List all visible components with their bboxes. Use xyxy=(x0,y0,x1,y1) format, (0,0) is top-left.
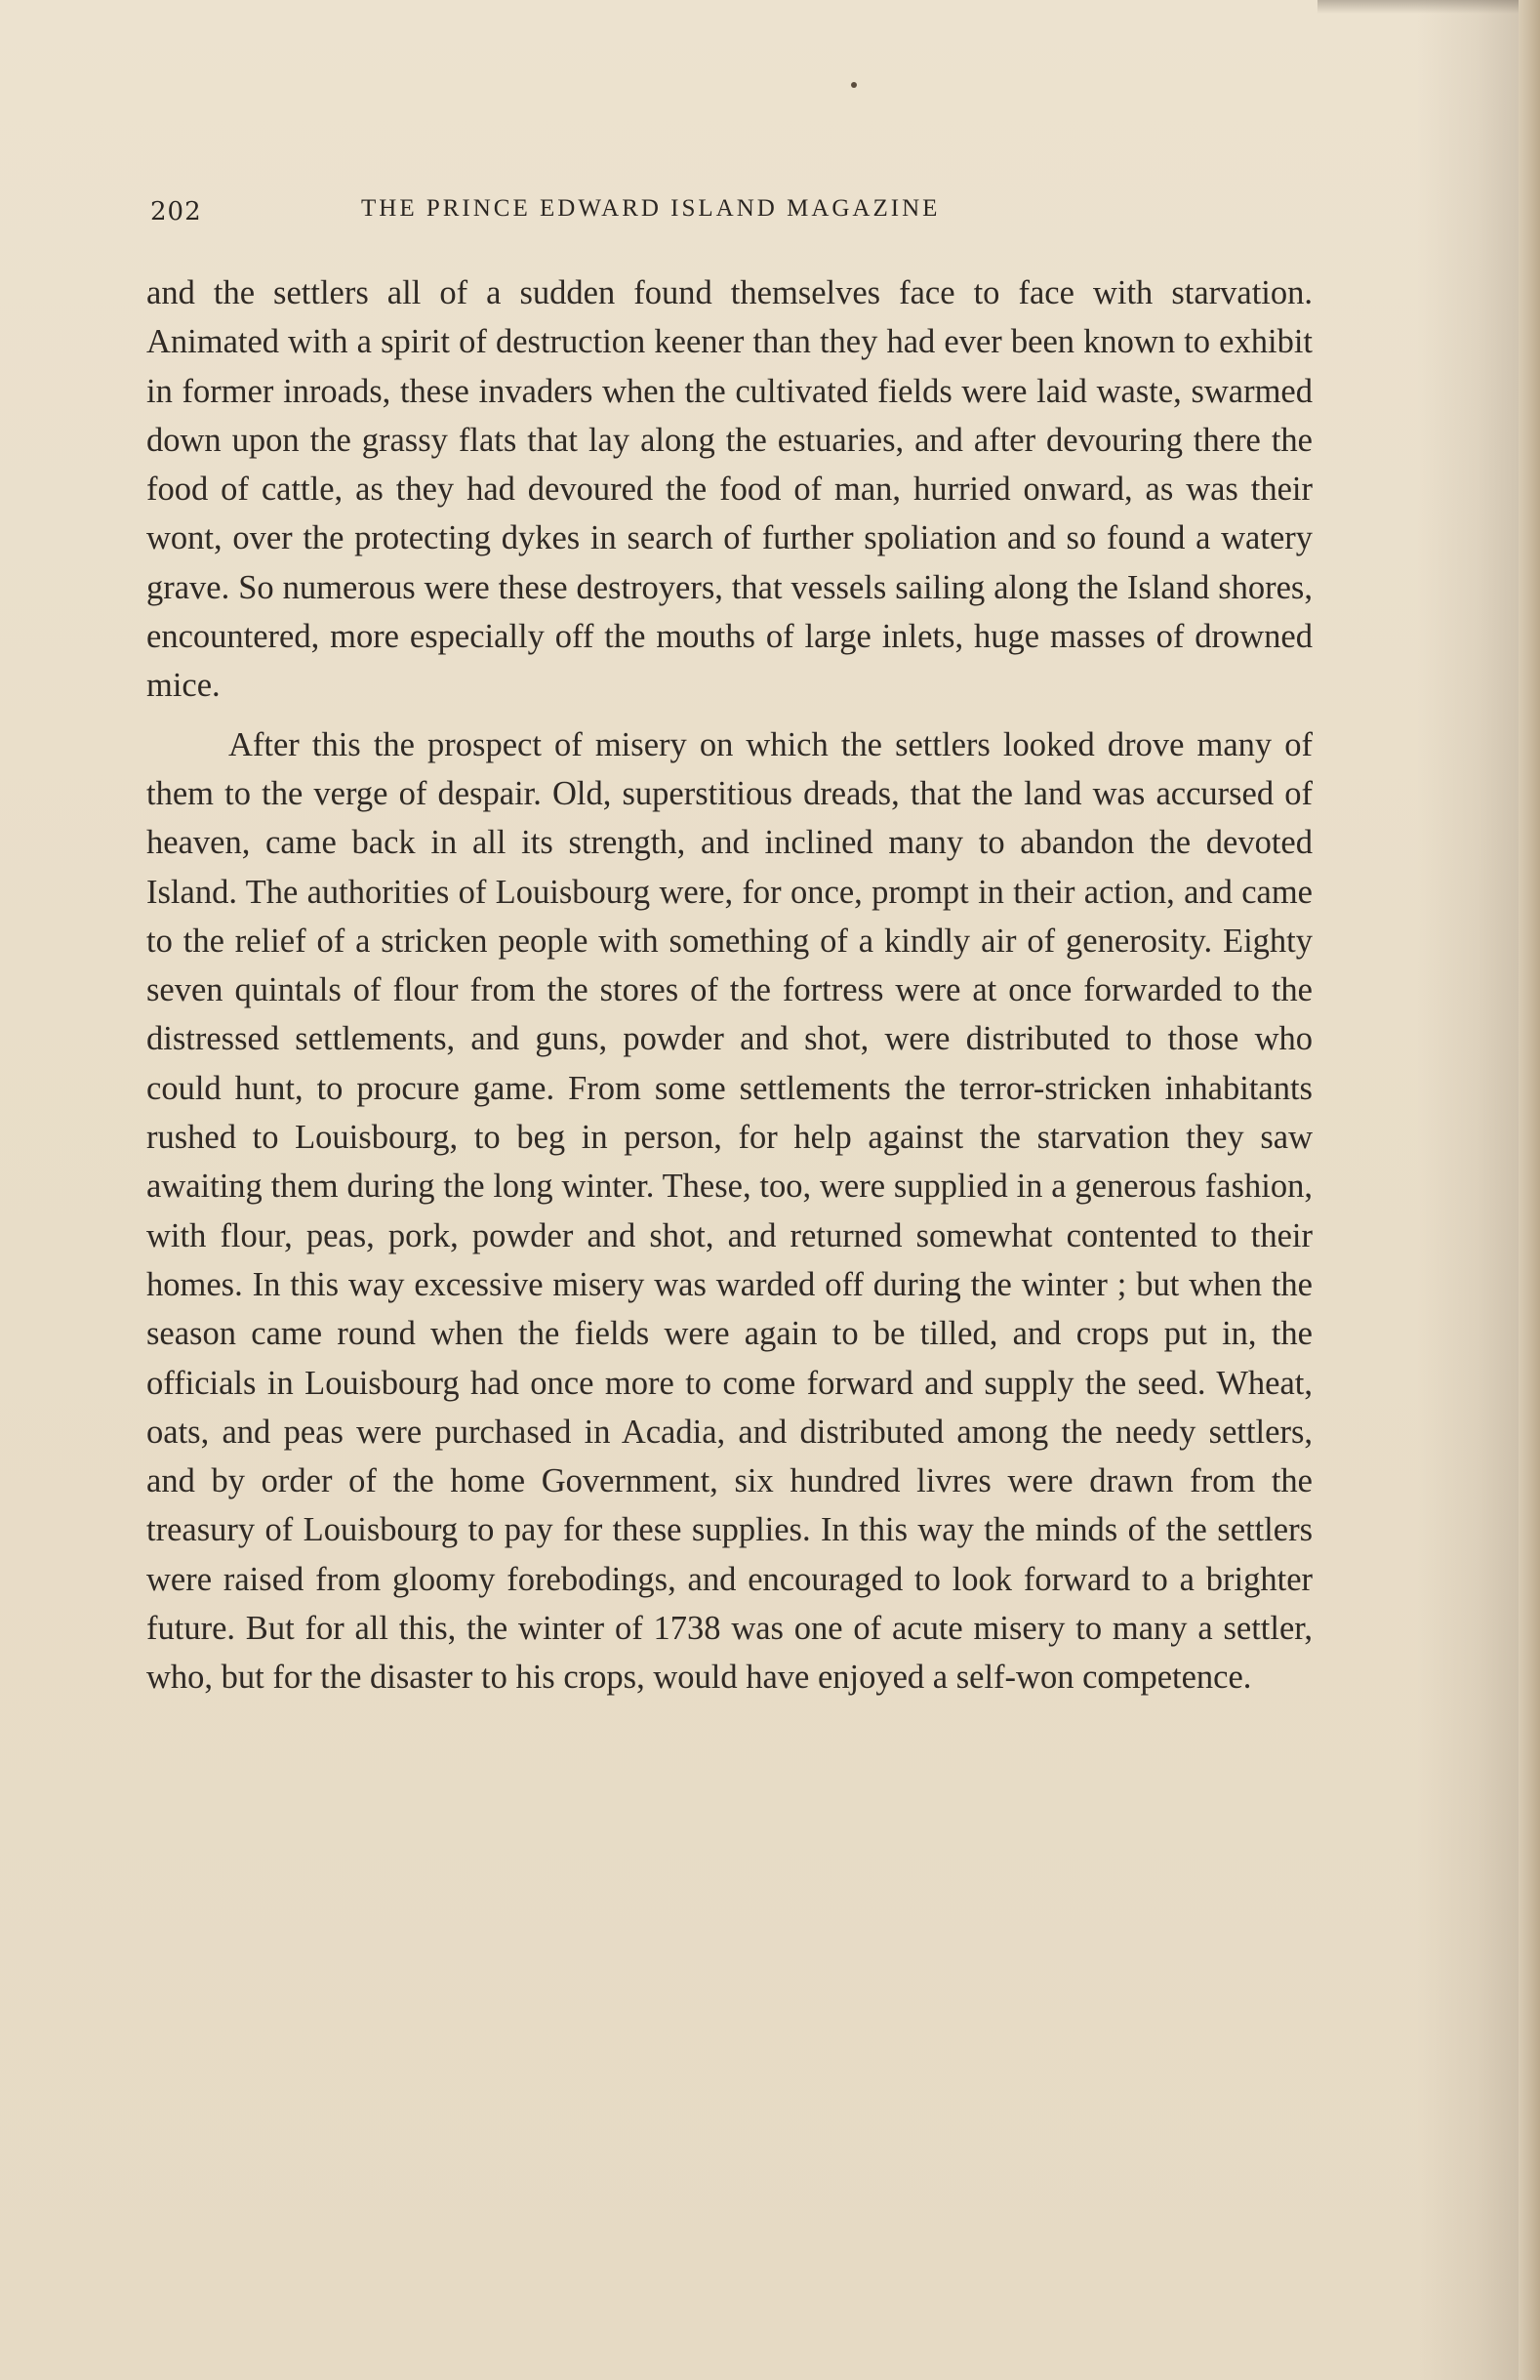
page-header xyxy=(146,191,1317,230)
body-text xyxy=(146,268,1313,1703)
page-right-edge xyxy=(1519,0,1540,2380)
page-number: 202 xyxy=(150,197,202,226)
running-title: THE PRINCE EDWARD ISLAND MAGAZINE xyxy=(361,195,941,222)
paragraph-1: and the settlers all of a sudden found themselves face to face with starvation. Animated with a spirit of destruction keener than they had ever been known to exhibit in former inroads, these invaders when the cultivated fields were laid waste, swarmed down upon the grassy flats that lay along the estuaries, and after devouring there the food of cattle, as they had devoured the food of man, hurried onward, as was their wont, over the protecting dykes in search of further spoliation and so found a watery grave. So numerous were these destroyers, that vessels sailing along the Island shores, encountered, more especially off the mouths of large inlets, huge masses of drowned mice. xyxy=(146,274,1313,705)
ink-speck xyxy=(851,82,857,88)
page-top-shadow xyxy=(1317,0,1540,14)
paragraph-2: After this the prospect of misery on which the settlers looked drove many of them to the verge of despair. Old, superstitious dreads, that the land was accursed of heaven, came back in all its strength, and inclined many to abandon the devoted Island. The authorities of Louisbourg were, for once, prompt in their action, and came to the relief of a stricken people with something of a kindly air of generosity. Eighty seven quintals of flour from the stores of the fortress were at once forwarded to the distressed settlements, and guns, powder and shot, were distributed to those who could hunt, to procure game. From some settlements the terror-stricken inhabitants rushed to Louisbourg, to beg in person, for help against the starvation they saw awaiting them during the long winter. These, too, were supplied in a generous fashion, with flour, peas, pork, powder and shot, and returned somewhat contented to their homes. In this way excessive misery was warded off during the winter ; but when the season came round when the fields were again to be tilled, and crops put in, the officials in Louisbourg had once more to come forward and supply the seed. Wheat, oats, and peas were purchased in Acadia, and distributed among the needy settlers, and by order of the home Government, six hundred livres were drawn from the treasury of Louisbourg to pay for these supplies. In this way the minds of the settlers were raised from gloomy forebodings, and encouraged to look forward to a brighter future. But for all this, the winter of 1738 was one of acute misery to many a settler, who, but for the disaster to his crops, would have enjoyed a self-won competence. xyxy=(146,725,1313,1697)
